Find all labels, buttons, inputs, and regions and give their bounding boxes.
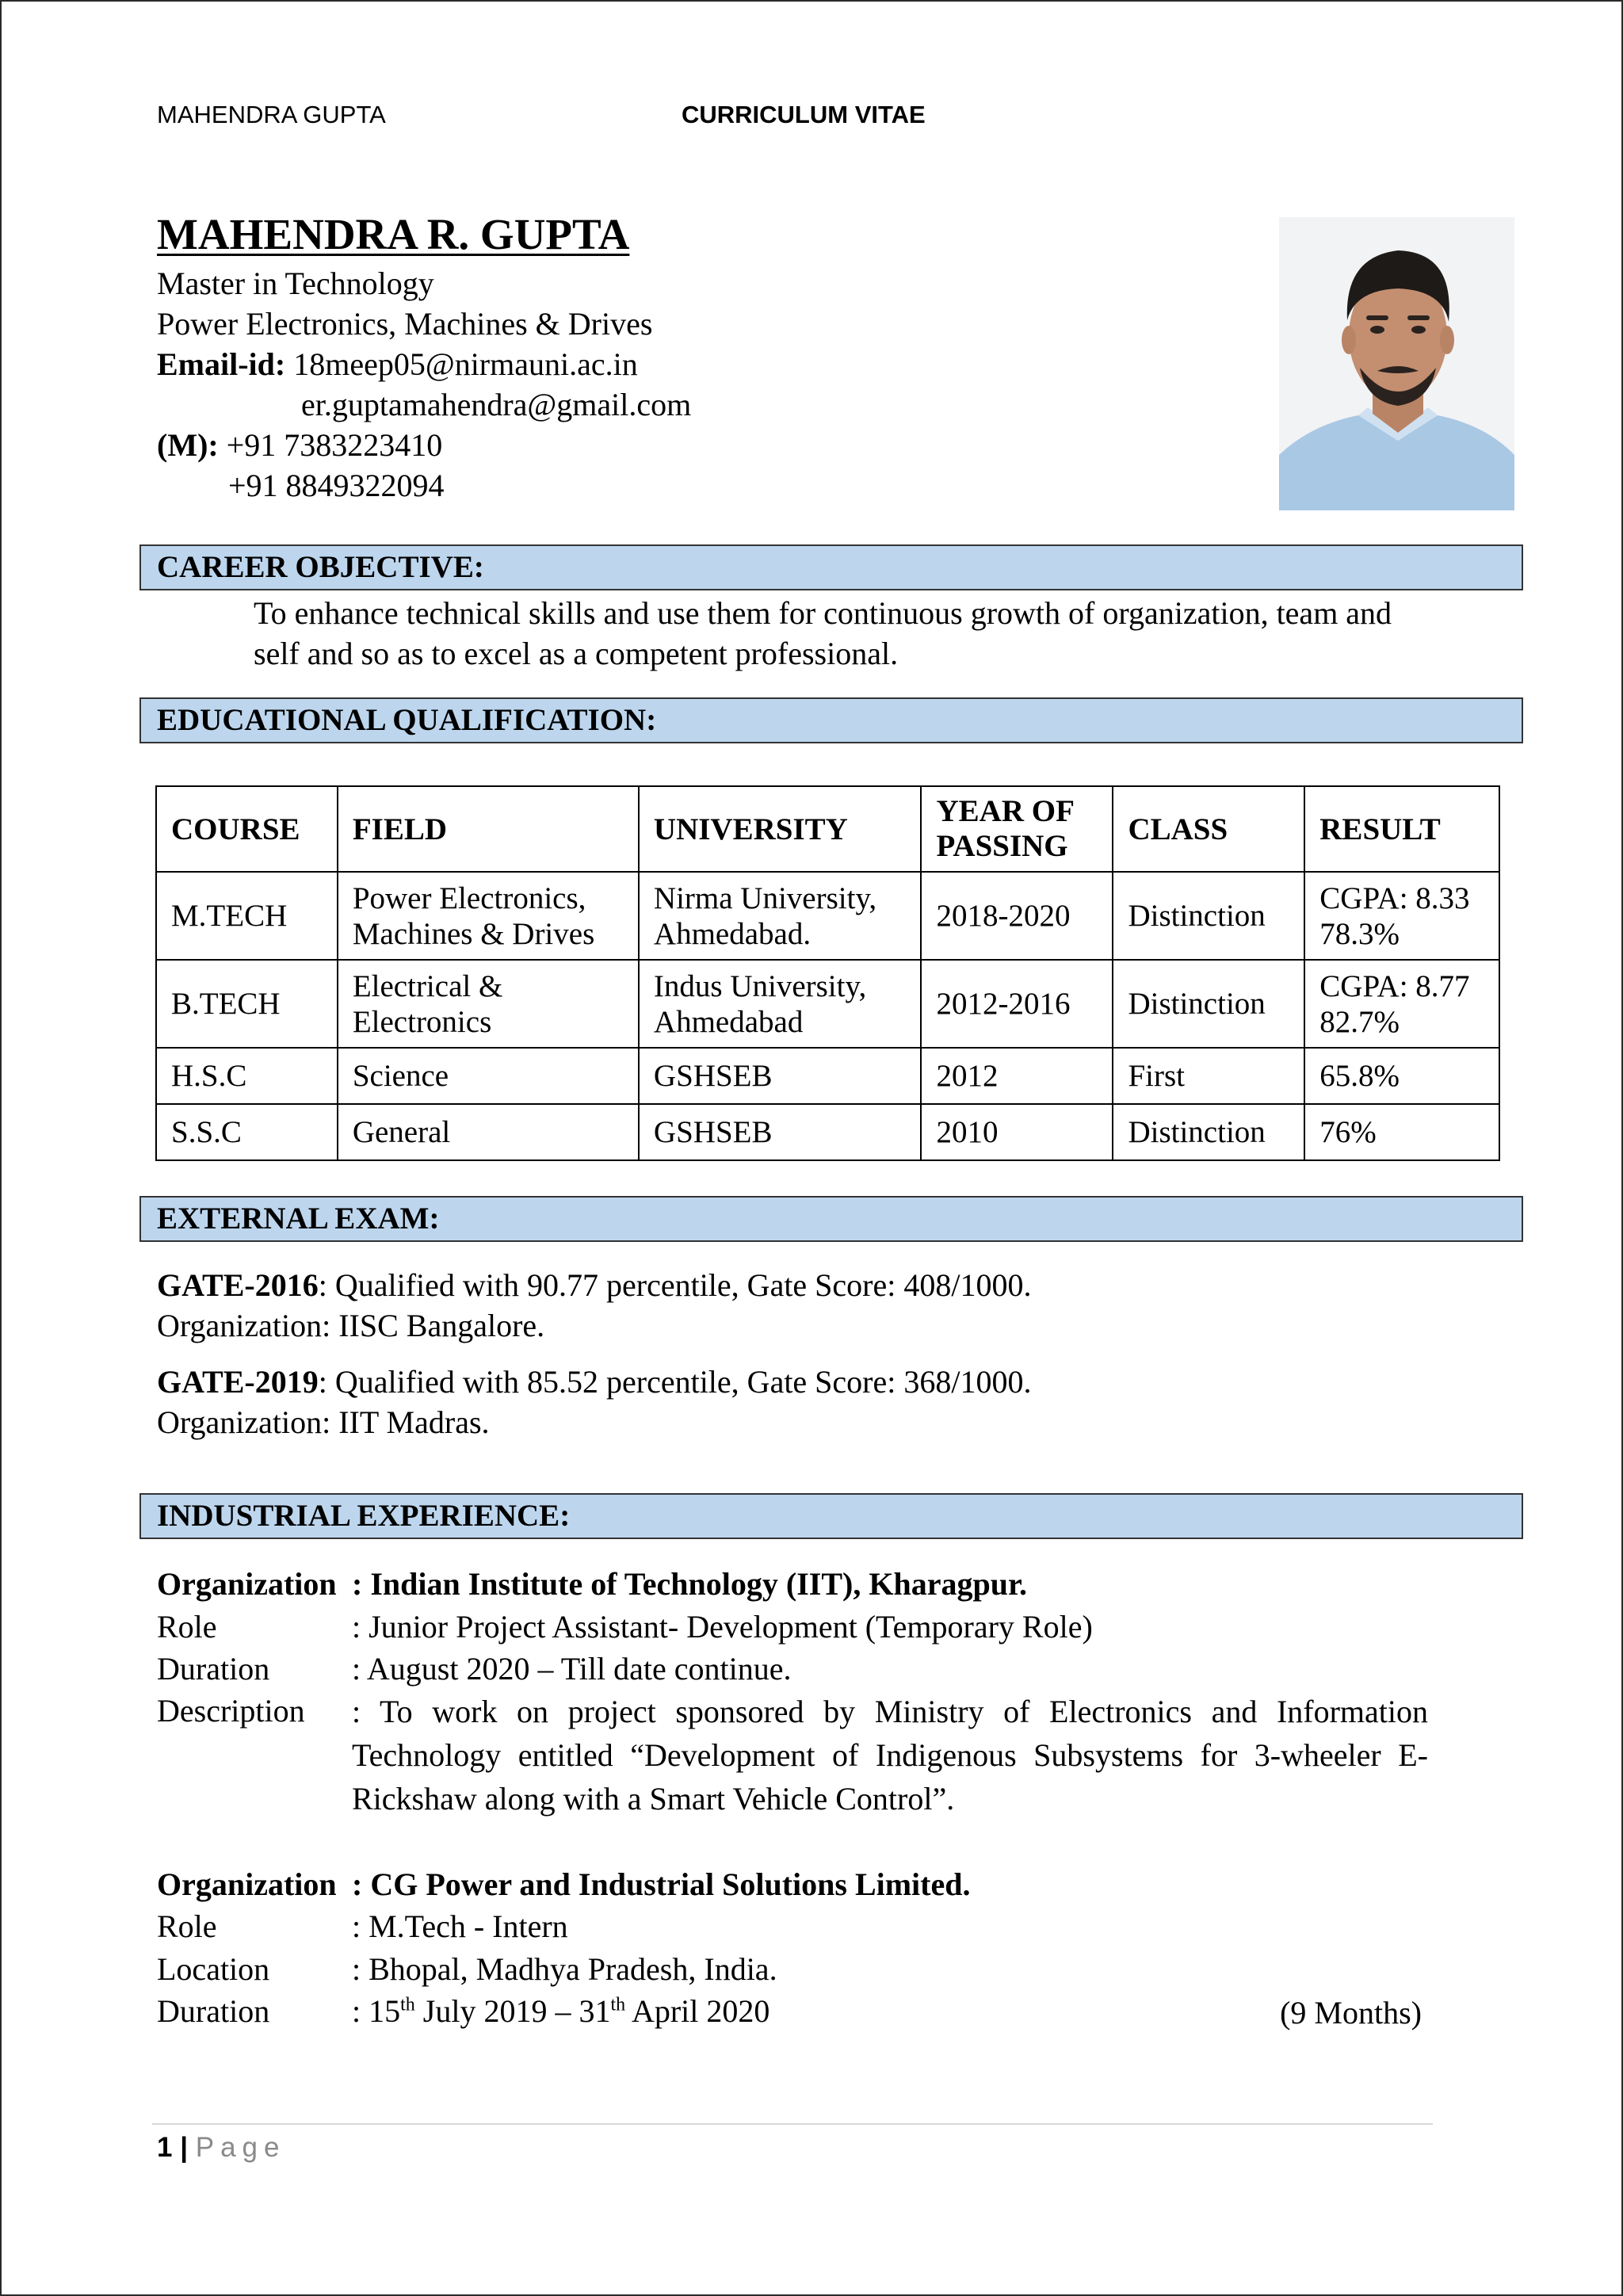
cell-university-line: Ahmedabad.: [653, 916, 812, 951]
col-year: [921, 786, 1113, 872]
career-objective-line-2: self and so as to excel as a competent professional.: [254, 636, 899, 671]
duration-value: : August 2020 – Till date continue.: [352, 1651, 792, 1687]
table-row: [156, 1048, 1499, 1104]
mobile-secondary: +91 8849322094: [228, 468, 445, 503]
page-separator: |: [180, 2132, 188, 2163]
education-table: [155, 785, 1500, 1161]
duration-part: April 2020: [625, 1993, 770, 2029]
cell-field-line: Electrical &: [352, 968, 503, 1003]
mobile-label: (M):: [157, 427, 219, 463]
cell-university-line: Indus University,: [653, 968, 867, 1003]
cell-course: S.S.C: [156, 1104, 338, 1160]
duration-part: : 15: [352, 1993, 401, 2029]
education-heading: EDUCATIONAL QUALIFICATION:: [139, 697, 1523, 743]
email-label: Email-id:: [157, 346, 286, 382]
duration-part: July 2019 – 31: [414, 1993, 611, 2029]
col-class: CLASS: [1113, 786, 1304, 872]
email-row: [157, 344, 638, 384]
portrait-illustration: [1279, 217, 1514, 510]
exam-name: GATE-2016: [157, 1267, 319, 1303]
mobile-primary: +91 7383223410: [226, 427, 443, 463]
header-name: MAHENDRA GUPTA: [157, 101, 386, 128]
cell-university: GSHSEB: [639, 1048, 922, 1104]
cell-result-line: CGPA: 8.77: [1319, 968, 1470, 1003]
header-title: CURRICULUM VITAE: [682, 101, 926, 128]
page-footer: [157, 2132, 285, 2164]
table-row: [156, 1104, 1499, 1160]
description-label: Description: [157, 1693, 305, 1729]
table-header-row: [156, 786, 1499, 872]
location-label: Location: [157, 1951, 270, 1987]
footer-divider: [152, 2123, 1433, 2125]
cell-field-line: Power Electronics,: [352, 881, 586, 915]
page-number: 1: [157, 2132, 173, 2163]
col-university: UNIVERSITY: [639, 786, 922, 872]
cell-class: Distinction: [1113, 1104, 1304, 1160]
org-label: Organization: [157, 1566, 337, 1602]
cell-university: [639, 960, 922, 1048]
candidate-name: MAHENDRA R. GUPTA: [157, 210, 630, 258]
duration-total: (9 Months): [1280, 1995, 1422, 2030]
cell-year: 2012-2016: [921, 960, 1113, 1048]
org-value: : CG Power and Industrial Solutions Limited.: [352, 1866, 971, 1902]
cell-field: General: [338, 1104, 639, 1160]
cell-field-line: Machines & Drives: [352, 916, 595, 951]
cell-field: [338, 960, 639, 1048]
duration-label: Duration: [157, 1651, 270, 1687]
cell-university: GSHSEB: [639, 1104, 922, 1160]
duration-ordinal: th: [610, 1994, 626, 2015]
cell-result: [1304, 872, 1499, 960]
cell-result: [1304, 960, 1499, 1048]
profile-photo: [1279, 217, 1514, 510]
location-value: : Bhopal, Madhya Pradesh, India.: [352, 1951, 777, 1987]
role-value: : Junior Project Assistant- Development (Temporary Role): [352, 1609, 1093, 1645]
exam-organization: Organization: IIT Madras.: [157, 1404, 490, 1440]
exam-detail: : Qualified with 90.77 percentile, Gate Score: 408/1000.: [318, 1267, 1032, 1303]
cell-course: M.TECH: [156, 872, 338, 960]
cell-year: 2018-2020: [921, 872, 1113, 960]
col-course: COURSE: [156, 786, 338, 872]
exam-detail: : Qualified with 85.52 percentile, Gate Score: 368/1000.: [318, 1364, 1032, 1400]
external-exam-heading: EXTERNAL EXAM:: [139, 1196, 1523, 1242]
cell-university-line: Ahmedabad: [653, 1004, 804, 1039]
cell-course: B.TECH: [156, 960, 338, 1048]
cell-result-line: 78.3%: [1319, 916, 1400, 951]
cell-year: 2010: [921, 1104, 1113, 1160]
exam-organization: Organization: IISC Bangalore.: [157, 1308, 545, 1343]
org-value: : Indian Institute of Technology (IIT), Kharagpur.: [352, 1566, 1028, 1602]
email-primary[interactable]: 18meep05@nirmauni.ac.in: [293, 346, 638, 382]
exam-gate-2016: [157, 1265, 1031, 1305]
career-objective-heading: CAREER OBJECTIVE:: [139, 544, 1523, 590]
cell-university: [639, 872, 922, 960]
cell-class: First: [1113, 1048, 1304, 1104]
cell-field: Science: [338, 1048, 639, 1104]
role-label: Role: [157, 1908, 217, 1944]
duration-ordinal: th: [400, 1994, 415, 2015]
cell-result-line: CGPA: 8.33: [1319, 881, 1470, 915]
cell-year: 2012: [921, 1048, 1113, 1104]
cell-result: 76%: [1304, 1104, 1499, 1160]
col-field: FIELD: [338, 786, 639, 872]
exam-name: GATE-2019: [157, 1364, 319, 1400]
table-row: [156, 872, 1499, 960]
org-label: Organization: [157, 1866, 337, 1902]
cell-field: [338, 872, 639, 960]
role-label: Role: [157, 1609, 217, 1645]
experience-heading: INDUSTRIAL EXPERIENCE:: [139, 1493, 1523, 1539]
mobile-row: [157, 425, 442, 465]
exam-gate-2019: [157, 1362, 1031, 1402]
cell-result: 65.8%: [1304, 1048, 1499, 1104]
email-secondary[interactable]: er.guptamahendra@gmail.com: [301, 387, 692, 422]
cell-course: H.S.C: [156, 1048, 338, 1104]
cell-field-line: Electronics: [352, 1004, 492, 1039]
table-row: [156, 960, 1499, 1048]
col-year-label: YEAR OF PASSING: [936, 794, 1074, 863]
role-value: : M.Tech - Intern: [352, 1908, 568, 1944]
specialization: Power Electronics, Machines & Drives: [157, 306, 653, 342]
col-result: RESULT: [1304, 786, 1499, 872]
degree: Master in Technology: [157, 266, 434, 301]
duration-label: Duration: [157, 1993, 270, 2029]
cell-class: Distinction: [1113, 960, 1304, 1048]
cell-university-line: Nirma University,: [653, 881, 877, 915]
page-label: Page: [195, 2132, 286, 2163]
description-value: : To work on project sponsored by Ministry of Electronics and Information Technology entitled “Development of Indigenous Subsystems for 3-wheeler E-Rickshaw along with a Smart Vehicle Control”.: [352, 1694, 1428, 1817]
career-objective-line-1: To enhance technical skills and use them for continuous growth of organization, team and: [254, 595, 1392, 631]
cell-result-line: 82.7%: [1319, 1004, 1400, 1039]
cell-class: Distinction: [1113, 872, 1304, 960]
duration-value: [352, 1992, 769, 2030]
